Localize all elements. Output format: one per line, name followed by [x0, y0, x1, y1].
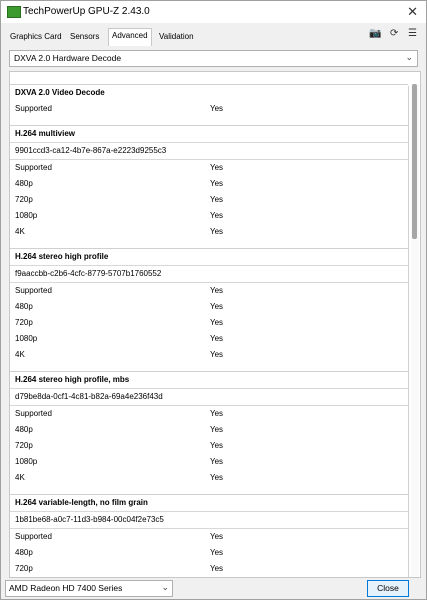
section-header: DXVA 2.0 Video Decode: [10, 84, 408, 101]
property-row: [10, 283, 408, 299]
property-row: [10, 315, 408, 331]
close-window-icon[interactable]: ✕: [407, 4, 418, 19]
property-row: [10, 529, 408, 545]
property-value: Yes: [210, 286, 224, 295]
property-value: Yes: [210, 473, 224, 482]
gpu-select-value: AMD Radeon HD 7400 Series: [9, 583, 123, 593]
property-value: Yes: [210, 441, 224, 450]
property-value: Yes: [210, 163, 224, 172]
property-value: Yes: [210, 564, 224, 573]
tab-graphics-card[interactable]: Graphics Card: [10, 32, 62, 41]
property-row: [10, 331, 408, 347]
section-header: H.264 variable-length, no film grain: [10, 494, 408, 511]
property-row: [10, 224, 408, 240]
category-dropdown-value: DXVA 2.0 Hardware Decode: [14, 53, 122, 63]
property-row: [10, 470, 408, 486]
title-bar: [1, 1, 426, 23]
tab-advanced[interactable]: Advanced: [108, 28, 152, 46]
property-value: Yes: [210, 227, 224, 236]
chevron-down-icon: ⌄: [405, 52, 413, 62]
property-label: 480p: [15, 425, 33, 434]
property-row: [10, 176, 408, 192]
category-dropdown[interactable]: [9, 50, 418, 67]
property-value: Yes: [210, 548, 224, 557]
property-label: 720p: [15, 441, 33, 450]
tab-validation[interactable]: Validation: [159, 32, 194, 41]
property-label: Supported: [15, 286, 52, 295]
property-row: [10, 192, 408, 208]
property-row: [10, 438, 408, 454]
tab-sensors[interactable]: Sensors: [70, 32, 100, 41]
chevron-down-icon: ⌄: [161, 582, 169, 592]
property-label: 480p: [15, 179, 33, 188]
decode-list: [10, 72, 408, 577]
property-label: 1080p: [15, 211, 38, 220]
property-value: Yes: [210, 104, 224, 113]
property-label: Supported: [15, 532, 52, 541]
section-header: H.264 multiview: [10, 125, 408, 142]
property-label: Supported: [15, 409, 52, 418]
section-guid: d79be8da-0cf1-4c81-b82a-69a4e236f43d: [10, 388, 408, 406]
property-value: Yes: [210, 425, 224, 434]
property-label: 720p: [15, 195, 33, 204]
property-value: Yes: [210, 350, 224, 359]
property-label: Supported: [15, 163, 52, 172]
property-row: [10, 561, 408, 577]
property-row: [10, 347, 408, 363]
property-row: [10, 545, 408, 561]
property-row: [10, 299, 408, 315]
property-label: 480p: [15, 302, 33, 311]
property-label: 720p: [15, 564, 33, 573]
property-label: 4K: [15, 350, 25, 359]
property-value: Yes: [210, 302, 224, 311]
property-label: 720p: [15, 318, 33, 327]
property-row: [10, 208, 408, 224]
property-label: 1080p: [15, 334, 38, 343]
gpu-select[interactable]: [5, 580, 173, 597]
property-label: 1080p: [15, 457, 38, 466]
property-label: 4K: [15, 227, 25, 236]
close-button[interactable]: Close: [367, 580, 409, 597]
tab-bar: [5, 30, 425, 45]
camera-icon[interactable]: 📷: [369, 28, 382, 39]
menu-icon[interactable]: ☰: [408, 28, 417, 39]
section-guid: 9901ccd3-ca12-4b7e-867a-e2223d9255c3: [10, 142, 408, 160]
property-value: Yes: [210, 532, 224, 541]
property-row: [10, 422, 408, 438]
section-header: H.264 stereo high profile, mbs: [10, 371, 408, 388]
window-title: TechPowerUp GPU-Z 2.43.0: [23, 6, 150, 17]
scrollbar-thumb[interactable]: [412, 84, 417, 239]
gpu-chip-icon: [7, 6, 21, 18]
property-value: Yes: [210, 334, 224, 343]
property-label: 480p: [15, 548, 33, 557]
property-value: Yes: [210, 318, 224, 327]
section-guid: f9aaccbb-c2b6-4cfc-8779-5707b1760552: [10, 265, 408, 283]
info-panel: [9, 71, 421, 578]
property-value: Yes: [210, 457, 224, 466]
section-guid: 1b81be68-a0c7-11d3-b984-00c04f2e73c5: [10, 511, 408, 529]
property-value: Yes: [210, 409, 224, 418]
refresh-icon[interactable]: ⟳: [390, 28, 399, 39]
property-row: [10, 160, 408, 176]
property-value: Yes: [210, 211, 224, 220]
property-label: Supported: [15, 104, 52, 113]
property-value: Yes: [210, 179, 224, 188]
property-row: [10, 101, 408, 117]
property-row: [10, 406, 408, 422]
column-divider: [408, 86, 409, 578]
scrollbar[interactable]: [411, 84, 419, 577]
section-header: H.264 stereo high profile: [10, 248, 408, 265]
property-row: [10, 454, 408, 470]
property-value: Yes: [210, 195, 224, 204]
property-label: 4K: [15, 473, 25, 482]
